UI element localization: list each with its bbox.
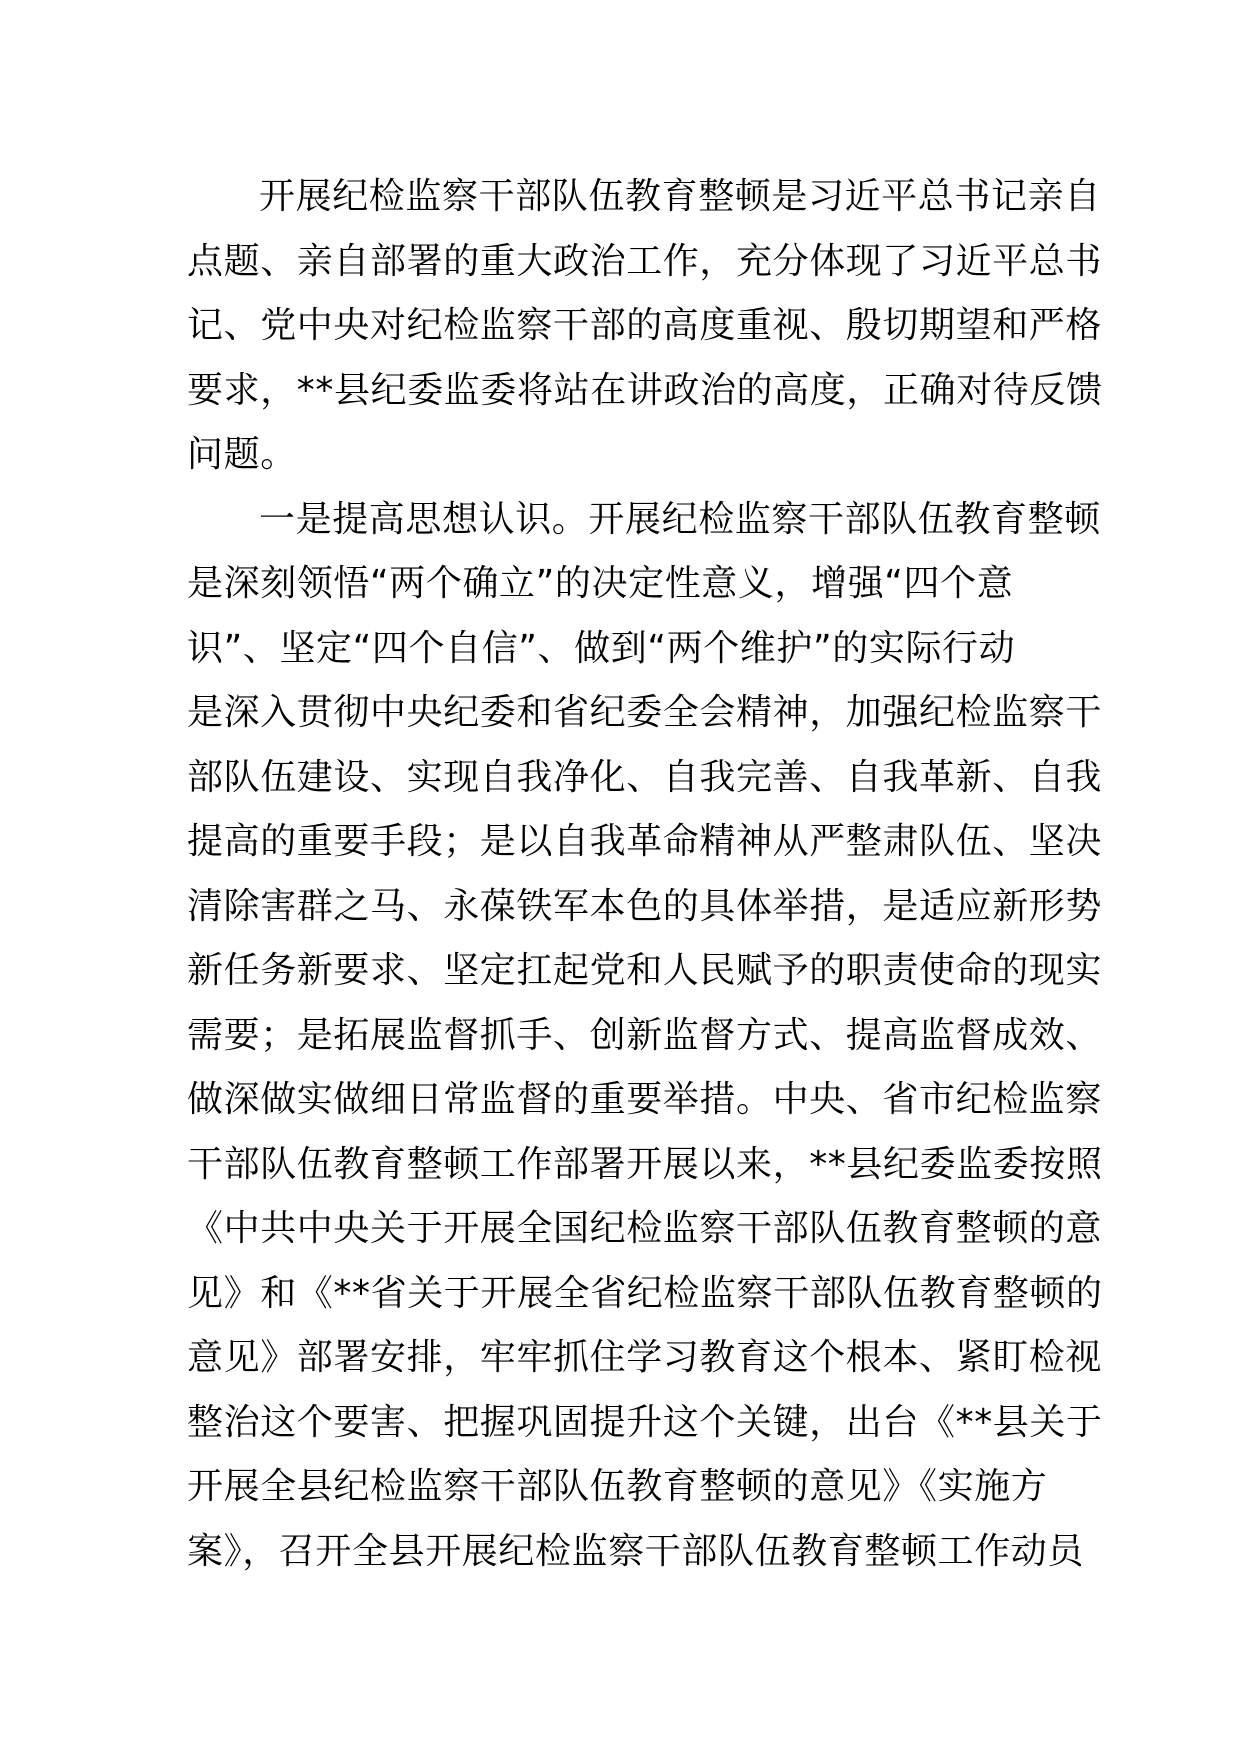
paragraph-2-line-11: 干部队伍教育整顿工作部署开展以来，**县纪委监委按照	[187, 1143, 1103, 1185]
paragraph-1-line-2: 点题、亲自部署的重大政治工作，充分体现了习近平总书	[187, 240, 1103, 282]
paragraph-2-line-17: 案》，召开全县开展纪检监察干部队伍教育整顿工作动员	[187, 1530, 1085, 1572]
paragraph-2-line-16: 开展全县纪检监察干部队伍教育整顿的意见》《实施方	[187, 1466, 1048, 1507]
paragraph-2-line-15: 整治这个要害、把握巩固提升这个关键，出台《**县关于	[187, 1401, 1103, 1443]
paragraph-2-line-3: 识”、坚定“四个自信”、做到“两个维护”的实际行动	[187, 627, 1016, 669]
paragraph-2-line-6: 提高的重要手段；是以自我革命精神从严整肃队伍、坚决	[187, 821, 1103, 862]
paragraph-2-line-12: 《中共中央关于开展全国纪检监察干部队伍教育整顿的意	[187, 1208, 1103, 1249]
paragraph-2-line-10: 做深做实做细日常监督的重要举措。中央、省市纪检监察	[187, 1079, 1103, 1120]
paragraph-1-line-3: 记、党中央对纪检监察干部的高度重视、殷切期望和严格	[187, 305, 1103, 346]
paragraph-2-line-9: 需要；是拓展监督抓手、创新监督方式、提高监督成效、	[187, 1014, 1103, 1056]
paragraph-2-line-5: 部队伍建设、实现自我净化、自我完善、自我革新、自我	[187, 756, 1103, 798]
paragraph-1-line-4: 要求，**县纪委监委将站在讲政治的高度，正确对待反馈	[187, 369, 1103, 411]
paragraph-2-line-1: 一是提高思想认识。开展纪检监察干部队伍教育整顿	[259, 498, 1101, 540]
paragraph-2-line-4: 是深入贯彻中央纪委和省纪委全会精神，加强纪检监察干	[187, 692, 1103, 733]
paragraph-2-line-13: 见》和《**省关于开展全省纪检监察干部队伍教育整顿的	[187, 1272, 1103, 1314]
document-body	[187, 165, 1103, 1584]
paragraph-2-line-14: 意见》部署安排，牢牢抓住学习教育这个根本、紧盯检视	[187, 1337, 1103, 1378]
paragraph-2-line-2: 是深刻领悟“两个确立”的决定性意义，增强“四个意	[187, 563, 1014, 604]
paragraph-1-line-5: 问题。	[187, 434, 297, 475]
paragraph-2-line-7: 清除害群之马、永葆铁军本色的具体举措，是适应新形势	[187, 885, 1103, 927]
paragraph-1-line-1: 开展纪检监察干部队伍教育整顿是习近平总书记亲自	[259, 176, 1101, 217]
paragraph-2-line-8: 新任务新要求、坚定扛起党和人民赋予的职责使命的现实	[187, 950, 1103, 991]
